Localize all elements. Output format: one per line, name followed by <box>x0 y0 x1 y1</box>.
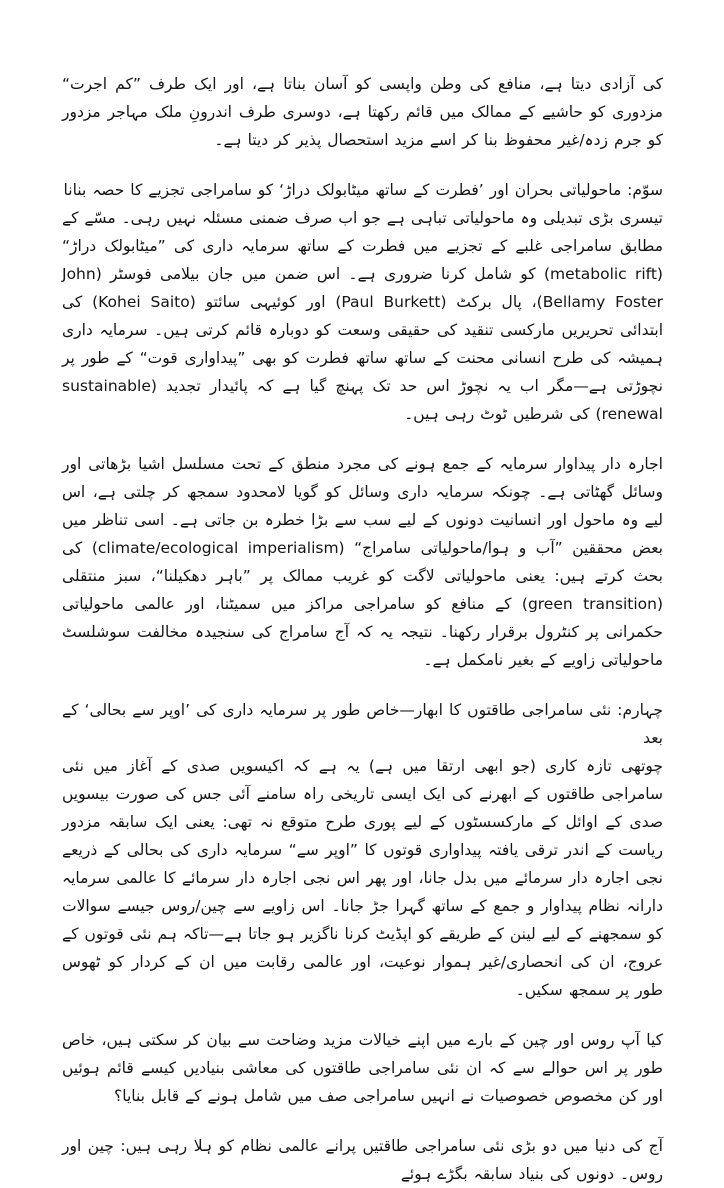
paragraph-answer-start: آج کی دنیا میں دو بڑی نئی سامراجی طاقتیں پرانے عالمی نظام کو ہلا رہی ہیں: چین اور روس۔ دونوں کی بنیاد سابقہ بگڑے ہوئے <box>62 1137 663 1183</box>
paragraph-intro-continuation: کی آزادی دیتا ہے، منافع کی وطن واپسی کو آسان بناتا ہے، اور ایک طرف ”کم اجرت“ مزدوری کو حاشیے کے ممالک میں قائم رکھتا ہے، دوسری طرف اندرونِ ملک مہاجر مزدور کو جرم زدہ/غیر محفوظ بنا کر اسے مزید استحصال پذیر کر دیتا ہے۔ <box>62 75 663 149</box>
section-fourth-update-body: چوتھی تازہ کاری (جو ابھی ارتقا میں ہے) یہ ہے کہ اکیسویں صدی کے آغاز میں نئی سامراجی طاقتوں کے ابھرنے کی ایک ایسی تاریخی راہ سامنے آئی جس کی صورت بیسویں صدی کے اوائل کے مارکسسٹوں کے لیے پوری طرح متوقع نہ تھی: یعنی ایک سابقہ مزدور ریاست کے اندر ترقی یافتہ پیداواری قوتوں کا ”اوپر سے“ سرمایہ داری کی بحالی کے ذریعے نجی اجارہ دار سرمائے میں بدل جانا، اور پھر اس نجی اجارہ دار سرمائے کا عالمی سرمایہ دارانہ نظام پیداوار و جمع کے ساتھ گہرا جڑ جانا۔ اس زاویے سے چین/روس جیسے سوالات کو سمجھنے کے لیے لینن کے طریقے کو اپڈیٹ کرنا ناگزیر ہو جاتا ہے—تاکہ ہم نئی قوتوں کے عروج، ان کی انحصاری/غیر ہموار نوعیت، اور عالمی رقابت میں ان کے کردار کو ٹھوس طور پر سمجھ سکیں۔ <box>62 757 663 999</box>
section-third-update <box>62 176 663 428</box>
section-fourth-update-heading: چہارم: نئی سامراجی طاقتوں کا ابھار—خاص طور پر سرمایہ داری کی ’اوپر سے بحالی‘ کے بعد <box>62 701 663 747</box>
paragraph-ecological-imperialism: اجارہ دار پیداوار سرمایہ کے جمع ہونے کی مجرد منطق کے تحت مسلسل اشیا بڑھاتی اور وسائل گھٹاتی ہے۔ چونکہ سرمایہ داری وسائل کو گویا لامحدود سمجھ کر چلتی ہے، اس لیے وہ ماحول اور انسانیت دونوں کے لیے سب سے بڑا خطرہ بن جاتی ہے۔ اسی تناظر میں بعض محققین ”آب و ہوا/ماحولیاتی سامراج“ (climate/ecological imperialism) کی بحث کرتے ہیں: یعنی ماحولیاتی لاگت کو غریب ممالک پر ”باہر دھکیلنا“، سبز منتقلی (green transition) کے منافع کو سامراجی مراکز میں سمیٹنا، اور عالمی ماحولیاتی حکمرانی پر کنٹرول برقرار رکھنا۔ نتیجہ یہ کہ آج سامراج کی سنجیدہ مخالفت سوشلسٹ ماحولیاتی زاویے کے بغیر نامکمل ہے۔ <box>62 455 664 669</box>
section-third-update-heading: سوّم: ماحولیاتی بحران اور ’فطرت کے ساتھ میٹابولک دراڑ‘ کو سامراجی تجزیے کا حصہ بنانا <box>63 181 663 199</box>
section-fourth-update <box>62 696 663 1004</box>
paragraph-interview-question: کیا آپ روس اور چین کے بارے میں اپنے خیالات مزید وضاحت سے بیان کر سکتی ہیں، خاص طور پر اس حوالے سے کہ ان نئی سامراجی طاقتوں کی معاشی بنیادیں کیسے قائم ہوئیں اور کن مخصوص خصوصیات نے انہیں سامراجی صف میں شامل ہونے کے قابل بنایا؟ <box>62 1031 663 1105</box>
section-third-update-body: تیسری بڑی تبدیلی وہ ماحولیاتی تباہی ہے جو اب صرف ضمنی مسئلہ نہیں رہی۔ مسّے کے مطابق سامراجی غلبے کے تجزیے میں فطرت کے ساتھ سرمایہ داری کی ”میٹابولک دراڑ“ (metabolic rift) کو شامل کرنا ضروری ہے۔ اس ضمن میں جان بیلامی فوسٹر (John Bellamy Foster)، پال برکٹ (Paul Burkett) اور کوئیہی سائتو (Kohei Saito) کی ابتدائی تحریریں مارکسی تنقید کی حقیقی وسعت کو دوبارہ قائم کرتی ہیں۔ سرمایہ داری ہمیشہ کی طرح انسانی محنت کے ساتھ ساتھ فطرت کو بھی ”پیداواری قوت“ کے طور پر نچوڑتی ہے—مگر اب یہ نچوڑ اس حد تک پہنچ گیا ہے کہ پائیدار تجدید (sustainable renewal) کی شرطیں ٹوٹ رہی ہیں۔ <box>62 209 663 423</box>
